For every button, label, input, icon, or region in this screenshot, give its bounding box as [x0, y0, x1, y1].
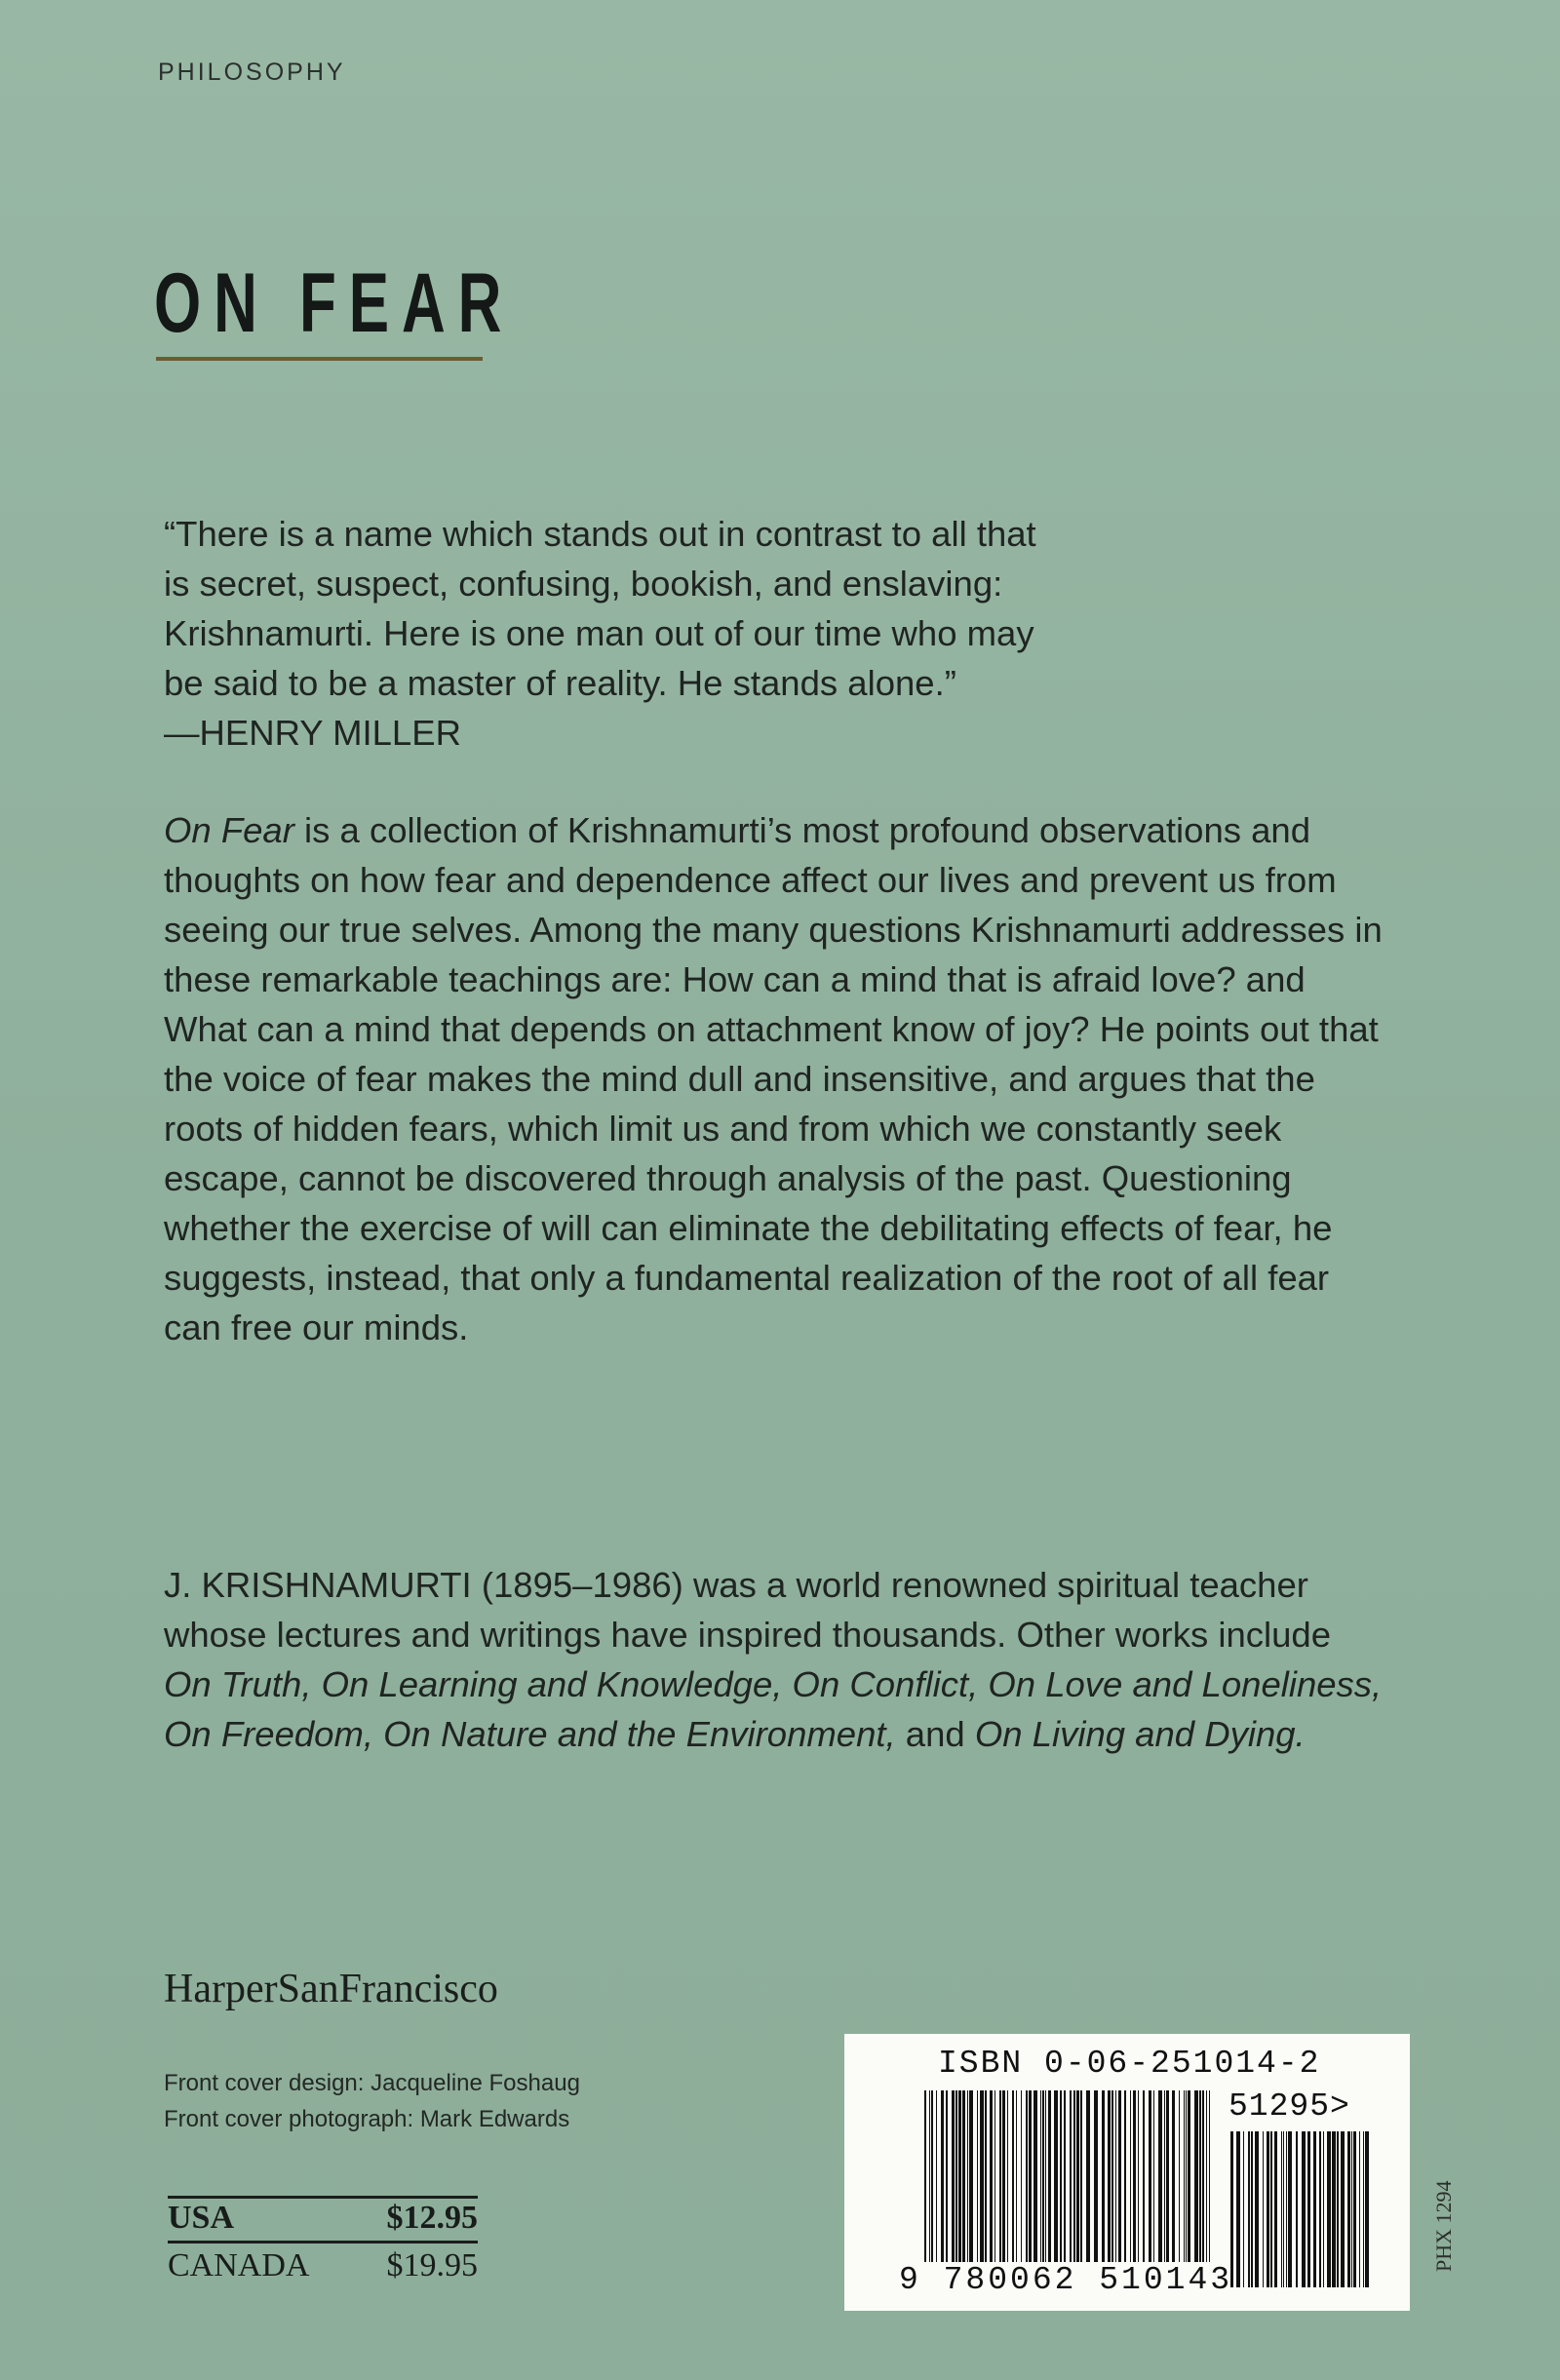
- price-value: $19.95: [386, 2247, 478, 2283]
- description-title: On Fear: [164, 810, 294, 850]
- praise-quote: [164, 509, 1383, 758]
- ean-barcode-icon: [922, 2090, 1215, 2266]
- catalog-code: PHX 1294: [1431, 2180, 1456, 2272]
- ean-number: 9 780062 510143: [899, 2262, 1233, 2298]
- bio-works: On Truth, On Learning and Knowledge, On Conflict, On Love and Loneliness, On Freedom, On Nature and the Environment,: [164, 1664, 1383, 1754]
- price-row-canada: [168, 2243, 478, 2288]
- publisher-name: HarperSanFrancisco: [164, 1967, 498, 2011]
- price-row-usa: [168, 2196, 478, 2243]
- isbn-number: ISBN 0-06-251014-2: [938, 2046, 1321, 2082]
- bio-intro: J. KRISHNAMURTI (1895–1986) was a world renowned spiritual teacher whose lectures and writings have inspired thousands. Other works include: [164, 1565, 1332, 1655]
- category-label: PHILOSOPHY: [158, 59, 346, 86]
- price-table: [168, 2196, 478, 2288]
- book-description: [164, 805, 1383, 1352]
- quote-line: is secret, suspect, confusing, bookish, and enslaving:: [164, 564, 1003, 604]
- description-text: is a collection of Krishnamurti’s most profound observations and thoughts on how fear and dependence affect our lives and prevent us from seeing our true selves. Among the many questions Krishnamurti addresses in these remarkable teachings are: How can a mind that is afraid love? and What can a mind that depends on attachment know of joy? He points out that the voice of fear makes the mind dull and insensitive, and argues that the roots of hidden fears, which limit us and from which we constantly seek escape, cannot be discovered through analysis of the past. Questioning whether the exercise of will can eliminate the debilitating effects of fear, he suggests, instead, that only a fundamental realization of the root of all fear can free our minds.: [164, 810, 1383, 1347]
- photo-credit: Front cover photograph: Mark Edwards: [164, 2106, 570, 2132]
- barcode-label: [844, 2034, 1410, 2311]
- quote-attribution: —HENRY MILLER: [164, 713, 461, 753]
- price-value: $12.95: [386, 2200, 478, 2236]
- quote-line: Krishnamurti. Here is one man out of our time who may: [164, 613, 1034, 653]
- quote-line: be said to be a master of reality. He stands alone.”: [164, 663, 956, 703]
- author-bio: [164, 1560, 1383, 1759]
- bio-last-work: On Living and Dying.: [974, 1714, 1306, 1754]
- bio-and: and: [895, 1714, 975, 1754]
- addon-barcode-icon: [1228, 2131, 1375, 2287]
- price-addon-code: 51295>: [1228, 2088, 1350, 2125]
- book-title: ON FEAR: [154, 256, 515, 350]
- title-underline: [156, 357, 483, 361]
- price-region: CANADA: [168, 2247, 310, 2283]
- quote-line: “There is a name which stands out in contrast to all that: [164, 514, 1036, 554]
- design-credit: Front cover design: Jacqueline Foshaug: [164, 2070, 580, 2096]
- price-region: USA: [168, 2200, 235, 2236]
- cover-credits: [164, 2065, 580, 2137]
